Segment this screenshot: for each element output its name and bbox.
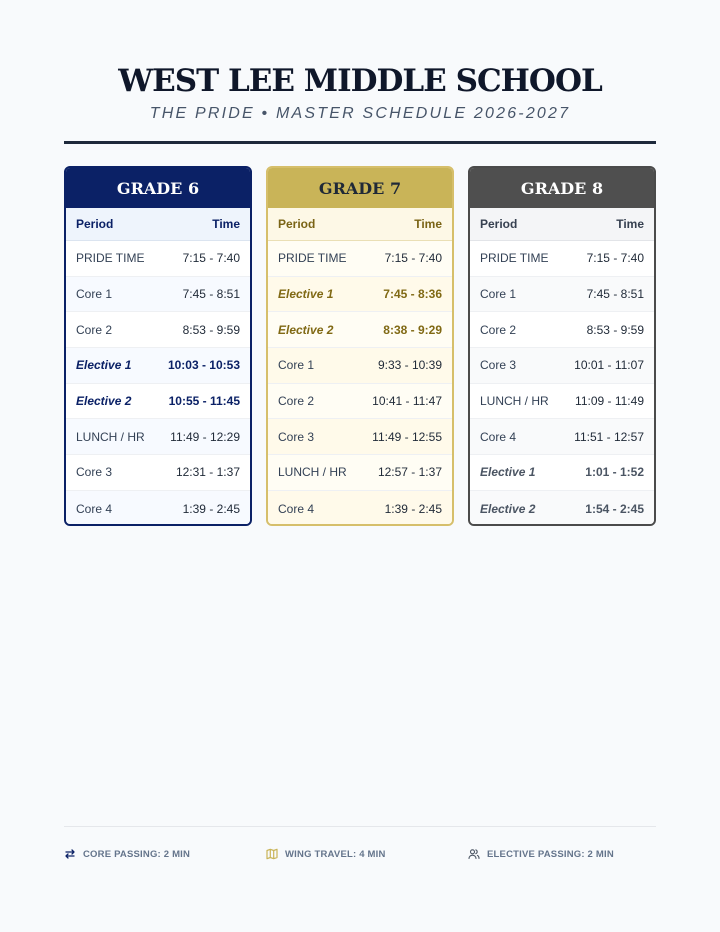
period-time: 7:15 - 7:40 xyxy=(586,251,644,266)
schedule-row xyxy=(66,384,250,420)
period-name: Elective 2 xyxy=(278,322,334,337)
period-name: Core 3 xyxy=(76,465,113,480)
period-time: 7:45 - 8:51 xyxy=(182,287,240,302)
period-time: 11:09 - 11:49 xyxy=(575,394,644,409)
schedule-row xyxy=(66,312,250,348)
core-passing-note xyxy=(64,848,190,860)
elective-passing-note xyxy=(468,848,614,860)
footer-divider xyxy=(64,826,656,827)
schedule-row xyxy=(470,348,654,384)
period-time: 9:33 - 10:39 xyxy=(377,358,442,373)
period-name: Core 1 xyxy=(278,358,315,373)
period-name: Core 2 xyxy=(278,394,315,409)
period-time: 1:54 - 2:45 xyxy=(585,501,644,516)
grade-8-card xyxy=(468,166,656,526)
period-time: 7:45 - 8:36 xyxy=(383,287,442,302)
grade-8-column-headers xyxy=(470,208,654,241)
period-name: Core 2 xyxy=(76,322,113,337)
time-column-header: Time xyxy=(616,217,644,231)
elective-passing-label: ELECTIVE PASSING: 2 MIN xyxy=(487,848,614,860)
schedule-row xyxy=(470,491,654,526)
schedule-row xyxy=(66,455,250,491)
core-passing-label: CORE PASSING: 2 MIN xyxy=(83,848,191,860)
page-subtitle: THE PRIDE • MASTER SCHEDULE 2026-2027 xyxy=(149,105,571,122)
header-divider xyxy=(64,141,656,144)
period-column-header: Period xyxy=(480,217,518,231)
page-header xyxy=(64,62,656,124)
schedule-row xyxy=(268,241,452,277)
grade-7-title: GRADE 7 xyxy=(268,168,452,208)
period-name: Elective 1 xyxy=(480,465,536,480)
grade-6-column-headers xyxy=(66,208,250,241)
schedule-row xyxy=(268,491,452,526)
grade-7-card xyxy=(266,166,454,526)
period-time: 10:03 - 10:53 xyxy=(167,358,240,373)
time-column-header: Time xyxy=(414,217,442,231)
period-name: PRIDE TIME xyxy=(278,251,347,266)
schedule-row xyxy=(470,277,654,313)
period-name: Core 4 xyxy=(480,429,517,444)
grade-8-title: GRADE 8 xyxy=(470,168,654,208)
period-name: Elective 1 xyxy=(278,287,334,302)
period-time: 12:57 - 1:37 xyxy=(377,465,442,480)
wing-travel-note xyxy=(266,848,386,860)
schedule-row xyxy=(268,348,452,384)
period-name: Elective 1 xyxy=(76,358,132,373)
period-name: Elective 2 xyxy=(76,394,132,409)
period-name: Core 3 xyxy=(480,358,517,373)
period-time: 12:31 - 1:37 xyxy=(175,465,240,480)
period-name: Core 3 xyxy=(278,429,315,444)
period-name: LUNCH / HR xyxy=(76,429,145,444)
period-time: 1:01 - 1:52 xyxy=(585,465,644,480)
period-time: 10:55 - 11:45 xyxy=(168,394,240,409)
period-time: 11:49 - 12:55 xyxy=(372,429,442,444)
schedule-row xyxy=(66,241,250,277)
schedule-row xyxy=(268,312,452,348)
schedule-row xyxy=(470,419,654,455)
page-title: WEST LEE MIDDLE SCHOOL xyxy=(118,63,602,99)
period-name: Elective 2 xyxy=(480,501,536,516)
period-name: Core 1 xyxy=(76,287,113,302)
schedule-row xyxy=(470,455,654,491)
period-time: 7:15 - 7:40 xyxy=(182,251,240,266)
grade-6-card xyxy=(64,166,252,526)
grade-7-rows xyxy=(268,241,452,526)
users-icon xyxy=(468,848,480,860)
period-name: PRIDE TIME xyxy=(480,251,549,266)
period-name: PRIDE TIME xyxy=(76,251,145,266)
period-name: Core 2 xyxy=(480,322,517,337)
period-time: 10:01 - 11:07 xyxy=(574,358,644,373)
period-time: 10:41 - 11:47 xyxy=(372,394,442,409)
period-column-header: Period xyxy=(278,217,316,231)
period-time: 1:39 - 2:45 xyxy=(384,501,442,516)
grade-6-rows xyxy=(66,241,250,526)
period-time: 1:39 - 2:45 xyxy=(182,501,240,516)
period-column-header: Period xyxy=(76,217,114,231)
schedule-row xyxy=(470,384,654,420)
schedule-row xyxy=(268,384,452,420)
schedule-row xyxy=(268,455,452,491)
swap-arrows-icon xyxy=(64,848,76,860)
period-name: Core 4 xyxy=(76,501,113,516)
period-time: 8:38 - 9:29 xyxy=(383,322,442,337)
period-time: 11:51 - 12:57 xyxy=(574,429,644,444)
schedule-cards xyxy=(64,166,656,526)
period-time: 8:53 - 9:59 xyxy=(586,322,644,337)
period-time: 8:53 - 9:59 xyxy=(182,322,240,337)
grade-8-rows xyxy=(470,241,654,526)
wing-travel-label: WING TRAVEL: 4 MIN xyxy=(285,848,386,860)
schedule-row xyxy=(66,419,250,455)
schedule-row xyxy=(268,277,452,313)
schedule-row xyxy=(66,491,250,526)
grade-6-title: GRADE 6 xyxy=(66,168,250,208)
period-name: LUNCH / HR xyxy=(278,465,347,480)
grade-7-column-headers xyxy=(268,208,452,241)
period-time: 7:45 - 8:51 xyxy=(586,287,644,302)
footer xyxy=(64,848,656,862)
period-name: Core 4 xyxy=(278,501,315,516)
map-icon xyxy=(266,848,278,860)
schedule-row xyxy=(66,348,250,384)
schedule-row xyxy=(268,419,452,455)
schedule-row xyxy=(470,241,654,277)
period-name: LUNCH / HR xyxy=(480,394,549,409)
schedule-row xyxy=(470,312,654,348)
time-column-header: Time xyxy=(212,217,240,231)
period-time: 11:49 - 12:29 xyxy=(170,429,240,444)
schedule-row xyxy=(66,277,250,313)
period-time: 7:15 - 7:40 xyxy=(384,251,442,266)
period-name: Core 1 xyxy=(480,287,517,302)
